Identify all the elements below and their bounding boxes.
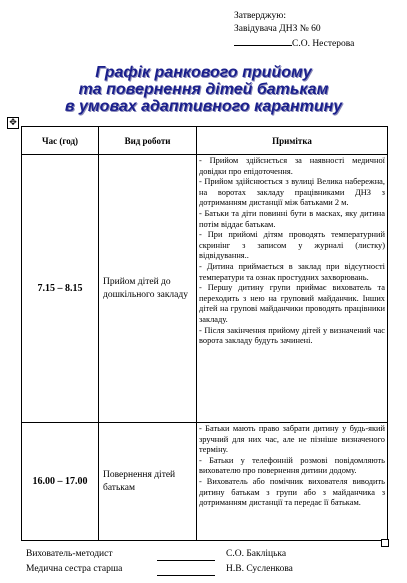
note-item: - Батьки у телефонній розмові повідомляють вихователю про повернення дитини додому. [199, 455, 385, 476]
approval-signature [234, 36, 354, 51]
row-notes [197, 423, 388, 541]
signature-methodist [26, 549, 287, 559]
note-item: - Дитина приймається в заклад при відсутності температури та ознак простудних захворювань. [199, 261, 385, 282]
table-row [22, 155, 388, 423]
note-item: - Прийом здійснюється з вулиці Велика набережна, на воротах закладу працівниками ДНЗ з дотриманням дистанції між батьками 2 м. [199, 177, 385, 208]
signature-line [157, 575, 215, 576]
table-header-row [22, 127, 388, 155]
header-note: Примітка [197, 127, 388, 155]
title-line-3: в умовах адаптивного карантину [64, 98, 343, 115]
row-type: Повернення дітей батькам [99, 423, 197, 541]
signature-nurse [26, 564, 293, 574]
header-type: Вид роботи [99, 127, 197, 155]
title-line-2: та повернення дітей батькам [78, 81, 329, 98]
row-time: 7.15 – 8.15 [22, 155, 99, 423]
signature-name: С.О. Бакліцька [226, 549, 287, 559]
approval-block [234, 10, 354, 51]
row-time: 16.00 – 17.00 [22, 423, 99, 541]
table-row [22, 423, 388, 541]
document-title [0, 64, 407, 115]
approval-position: Завідувача ДНЗ № 60 [234, 24, 321, 34]
approval-name: С.О. Нестерова [292, 39, 355, 49]
signature-role: Медична сестра старша [26, 564, 123, 574]
note-item: - При прийомі дітям проводять температурний скринінг з записом у журналі (листку) відвідування.. [199, 230, 385, 261]
note-item: - Першу дитину групи приймає вихователь та переходить з нею на груповий майданчик. Інших дітей на групові майданчики проводять працівники закладу. [199, 283, 385, 324]
note-item: - Прийом здійснється за наявності медичної довідки про епідоточення. [199, 156, 385, 176]
row-type: Прийом дітей до дошкільного закладу [99, 155, 197, 423]
note-item: - Батьки мають право забрати дитину у будь-який зручний для них час, але не пізніше визначеного терміну. [199, 424, 385, 455]
schedule-table [21, 126, 388, 541]
signature-role: Вихователь-методист [26, 549, 113, 559]
signature-line [234, 36, 292, 46]
signature-line [157, 560, 215, 561]
note-item: - Після закінчення прийому дітей у визначений час ворота закладу будуть зачинені. [199, 325, 385, 346]
approval-label: Затверджую: [234, 11, 287, 21]
table-resize-handle[interactable] [381, 539, 389, 547]
header-time: Час (год) [22, 127, 99, 155]
title-line-1: Графік ранкового прийому [95, 64, 312, 81]
signature-name: Н.В. Сусленкова [226, 564, 293, 574]
note-item: - Вихователь або помічник вихователя виводить дитину батькам з групи або з майданчика з дотриманням дистанції та передає її батькам. [199, 476, 385, 508]
row-notes [197, 155, 388, 423]
table-move-handle-icon[interactable]: ✥ [7, 117, 19, 129]
note-item: - Батьки та діти повинні бути в масках, яку дитина потім віддає батькам. [199, 208, 385, 229]
